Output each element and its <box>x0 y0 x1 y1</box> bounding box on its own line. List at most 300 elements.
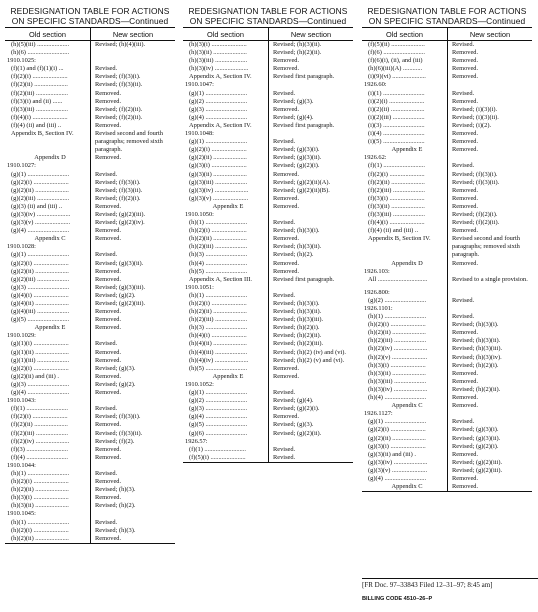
new-section-cell: Removed. <box>95 227 122 235</box>
old-section-cell: (g)(6) .......................... <box>183 430 269 438</box>
old-section-cell: (f)(1) .......................... <box>362 162 448 170</box>
table-row <box>5 397 175 405</box>
old-section-cell: (f)(3)(i) and (ii) ...... <box>5 98 91 106</box>
old-section-cell: (g)(4)(i) ...................... <box>5 292 91 300</box>
table-row <box>362 219 532 227</box>
table-row <box>183 324 353 332</box>
new-section-cell: Revised; (f)(3)(ii). <box>95 429 143 437</box>
old-section-cell: (g)(1) .......................... <box>5 171 91 179</box>
old-section-cell: (h)(2)(iv) ..................... <box>362 345 448 353</box>
old-section-cell: 1910.1048: <box>183 130 269 138</box>
old-section-cell: (h)(3)(i) ...................... <box>183 41 269 50</box>
old-section-cell: (g)(3)(iv) ..................... <box>5 211 91 219</box>
new-section-cell: Removed. <box>95 121 122 129</box>
new-section-cell: Removed. <box>273 364 300 372</box>
table-row <box>183 260 353 268</box>
table-row <box>362 195 532 203</box>
table-row <box>5 470 175 478</box>
table-row <box>362 235 532 259</box>
table-row <box>183 227 353 235</box>
new-section-cell: Removed. <box>452 130 479 138</box>
table-row <box>5 510 175 518</box>
old-section-cell: (f)(4) .......................... <box>5 454 91 462</box>
table-row <box>5 316 175 324</box>
table-row <box>5 203 175 211</box>
new-section-cell: Revised; (g)(3). <box>95 364 136 372</box>
table-row <box>362 146 532 154</box>
old-section-cell: 1910.1029: <box>5 332 91 340</box>
old-section-cell: (f)(2)(ii) ..................... <box>5 81 91 89</box>
old-section-cell: (i)(9)(vi) ..................... <box>362 73 448 81</box>
new-section-cell <box>91 243 176 251</box>
old-section-cell: (f)(2)(ii) ..................... <box>362 179 448 187</box>
old-section-cell: (g)(3) (ii) and (iii) .. <box>5 203 91 211</box>
new-section-cell <box>269 381 354 389</box>
old-section-cell: (h)(4) .......................... <box>362 394 448 402</box>
table-row <box>5 81 175 89</box>
table-row <box>362 467 532 475</box>
old-section-cell: (f)(5)(i) ...................... <box>183 454 269 463</box>
old-section-cell: (h)(3) .......................... <box>183 324 269 332</box>
new-section-cell: Revised. <box>452 313 475 321</box>
old-section-cell: (f)(4)(i) ...................... <box>5 114 91 122</box>
old-section-cell: (f)(2)(iii) .................... <box>5 90 91 98</box>
table-row <box>183 405 353 413</box>
new-section-cell: Revised; (g)(4). <box>273 113 314 121</box>
old-section-cell: (h)(4)(i) ...................... <box>183 332 269 340</box>
table-row <box>362 260 532 268</box>
old-section-cell: (g)(3)(i) ...................... <box>183 162 269 170</box>
new-section-cell <box>448 305 533 313</box>
old-section-cell: (f)(2)(i) ...................... <box>362 171 448 179</box>
table-row <box>5 122 175 130</box>
table-header-row <box>5 28 175 41</box>
table-row <box>183 373 353 381</box>
table-row <box>5 430 175 438</box>
old-section-cell: (g)(2) .......................... <box>362 297 448 305</box>
table-row <box>183 187 353 195</box>
old-section-cell: (h)(4) .......................... <box>183 260 269 268</box>
old-section-cell: (g)(1) .......................... <box>5 251 91 259</box>
new-section-cell <box>448 284 533 297</box>
old-section-cell: 1926.1127: <box>362 410 448 418</box>
old-section-cell: (g)(2)(ii) ..................... <box>183 154 269 162</box>
new-section-cell: Revised; (g)(2)(iii). <box>452 458 503 466</box>
old-section-cell: (f)(3)(iii) .................... <box>5 106 91 114</box>
table-row <box>5 332 175 340</box>
table-row <box>5 478 175 486</box>
table-row <box>5 49 175 57</box>
table-row <box>5 324 175 332</box>
redesignation-table <box>183 27 353 463</box>
old-section-cell: (f)(2)(iv) ..................... <box>5 438 91 446</box>
table-row <box>183 203 353 211</box>
table-column-3 <box>362 6 532 492</box>
table-row <box>362 203 532 211</box>
old-section-cell: (h)(3)(i) ...................... <box>5 494 91 502</box>
old-section-cell: (f)(2)(iii) .................... <box>5 430 91 438</box>
table-row <box>5 413 175 421</box>
table-row <box>362 284 532 297</box>
old-section-cell: 1910.1028: <box>5 243 91 251</box>
table-row <box>183 300 353 308</box>
new-section-cell: Removed. <box>452 259 479 267</box>
old-section-cell: (h)(2)(ii) ..................... <box>183 308 269 316</box>
old-section-cell: (h)(4)(iv) ..................... <box>183 357 269 365</box>
old-section-cell: Appendix E <box>183 373 269 381</box>
table-row <box>183 98 353 106</box>
table-header-row <box>362 28 532 41</box>
table-row <box>183 357 353 365</box>
old-section-cell: (h)(3)(ii) ..................... <box>5 502 91 510</box>
table-row <box>362 268 532 276</box>
old-section-cell: (f)(2)(i) ...................... <box>5 73 91 81</box>
old-section-cell: (g)(3)(v) ...................... <box>362 467 448 475</box>
new-section-cell: Revised; (h)(2)(ii). <box>273 49 322 57</box>
old-section-cell: (g)(2)(ii) ..................... <box>5 268 91 276</box>
table-row <box>362 435 532 443</box>
old-section-cell: (g)(4) .......................... <box>5 227 91 235</box>
new-section-cell: Revised; (g)(3)(ii). <box>452 434 501 442</box>
new-section-header: New section <box>269 28 354 41</box>
old-section-cell: Appendix E <box>5 324 91 332</box>
table-row <box>183 308 353 316</box>
table-row <box>5 527 175 535</box>
table-row <box>183 421 353 429</box>
new-section-cell <box>91 462 176 470</box>
old-section-cell: (f)(5)(ii) ..................... <box>362 41 448 50</box>
new-section-cell: Revised; (g)(3). <box>273 97 314 105</box>
table-row <box>183 349 353 357</box>
table-row <box>362 483 532 492</box>
new-section-cell: Removed. <box>273 105 300 113</box>
new-section-cell: Revised. <box>452 296 475 304</box>
table-row <box>362 426 532 434</box>
old-section-cell: (g)(1)(iii) .................... <box>5 357 91 365</box>
table-row <box>362 81 532 89</box>
old-section-cell: (g)(3) .......................... <box>183 405 269 413</box>
table-row <box>183 365 353 373</box>
table-row <box>362 443 532 451</box>
new-section-cell <box>448 268 533 276</box>
old-section-cell: Appendix C <box>362 402 448 410</box>
old-section-cell: (g)(3)(iii) .................... <box>183 179 269 187</box>
old-section-header: Old section <box>5 28 91 41</box>
table-row <box>183 268 353 276</box>
new-section-cell: Revised; (g)(3). <box>273 421 314 429</box>
table-row <box>183 122 353 130</box>
table-row <box>362 276 532 284</box>
new-section-cell: Revised; (h)(3)(iii). <box>273 316 324 324</box>
table-row <box>183 154 353 162</box>
old-section-cell: (h)(1) .......................... <box>362 313 448 321</box>
new-section-cell: Revised; (g)(2). <box>95 291 136 299</box>
new-section-cell: Revised. <box>273 138 296 146</box>
table-row <box>362 410 532 418</box>
old-section-cell: 1910.1027: <box>5 162 91 170</box>
old-section-cell: (h)(2)(v) ...................... <box>362 354 448 362</box>
table-row <box>362 138 532 146</box>
old-section-cell: 1926.800: <box>362 284 448 297</box>
new-section-cell: Revised; (h)(2)(i). <box>452 361 499 369</box>
old-section-cell: (g)(1)(ii) ..................... <box>5 349 91 357</box>
table-row <box>5 114 175 122</box>
new-section-cell: Revised; (h)(2). <box>273 251 314 259</box>
table-row <box>362 65 532 73</box>
new-section-cell: Revised; (i)(3)(ii). <box>452 113 499 121</box>
document-footer <box>362 578 538 604</box>
new-section-cell <box>269 211 354 219</box>
table-row <box>183 340 353 348</box>
new-section-cell: Removed. <box>452 329 479 337</box>
old-section-cell: (g)(3) .......................... <box>5 284 91 292</box>
table-row <box>5 227 175 235</box>
old-section-cell: (h)(3)(ii) ..................... <box>362 370 448 378</box>
old-section-cell: (h)(2)(i) ...................... <box>362 321 448 329</box>
old-section-cell: (g)(3)(ii) ..................... <box>183 171 269 179</box>
new-section-cell <box>91 49 176 57</box>
new-section-cell: Revised; (h)(3)(ii). <box>273 308 322 316</box>
table-row <box>183 219 353 227</box>
new-section-cell: Revised second and fourth paragraphs; removed sixth paragraph. <box>95 130 163 154</box>
table-row <box>5 292 175 300</box>
new-section-cell <box>269 438 354 446</box>
table-row <box>362 154 532 162</box>
table-row <box>5 389 175 397</box>
table-row <box>362 211 532 219</box>
table-row <box>183 381 353 389</box>
new-section-cell: Removed. <box>452 57 479 65</box>
new-section-cell: Removed. <box>452 394 479 402</box>
table-row <box>5 98 175 106</box>
new-section-cell <box>269 284 354 292</box>
new-section-cell: Removed. <box>273 170 300 178</box>
new-section-cell: Revised; (h)(3)(ii). <box>452 337 501 345</box>
table-row <box>362 345 532 353</box>
old-section-cell: (g)(2)(ii) and (iii) . <box>5 373 91 381</box>
old-section-cell: 1910.1025: <box>5 57 91 65</box>
old-section-cell: 1926.103: <box>362 268 448 276</box>
new-section-cell: Revised; (h)(2)(i). <box>273 324 320 332</box>
new-section-cell: Removed. <box>95 421 122 429</box>
table-row <box>5 235 175 243</box>
new-section-cell: Revised; (h)(3)(iii). <box>452 345 503 353</box>
new-section-cell: Revised; (f)(3)(i). <box>95 413 141 421</box>
new-section-cell: Revised. <box>273 389 296 397</box>
new-section-cell: Revised; (f)(2)(ii). <box>95 105 143 113</box>
new-section-cell: Revised; (g)(2)(iv). <box>95 219 145 227</box>
table-row <box>183 292 353 300</box>
table-row <box>5 251 175 259</box>
old-section-cell: (g)(2)(iii) .................... <box>5 276 91 284</box>
new-section-cell: Removed. <box>452 369 479 377</box>
old-section-cell: (i)(2)(i) ...................... <box>362 98 448 106</box>
old-section-cell: (h)(3)(iv) ..................... <box>362 386 448 394</box>
new-section-cell: Revised; (h)(2). <box>95 502 136 510</box>
new-section-cell: Removed. <box>95 494 122 502</box>
old-section-cell: (h)(2)(ii) ..................... <box>183 235 269 243</box>
new-section-cell: Revised; (g)(4). <box>273 397 314 405</box>
new-section-cell: Removed. <box>452 483 479 491</box>
table-row <box>5 365 175 373</box>
new-section-cell: Revised; (f)(3)(i). <box>95 178 141 186</box>
table-row <box>183 235 353 243</box>
new-section-cell: Revised; (h)(3)(ii). <box>273 41 322 48</box>
old-section-cell: 1926.60: <box>362 81 448 89</box>
new-section-cell <box>91 397 176 405</box>
new-section-header: New section <box>91 28 176 41</box>
old-section-cell: 1910.1043: <box>5 397 91 405</box>
new-section-cell: Revised; (h)(3). <box>95 486 136 494</box>
new-section-cell: Removed. <box>452 227 479 235</box>
table-row <box>5 421 175 429</box>
old-section-cell: (g)(1) .......................... <box>183 389 269 397</box>
old-section-cell: (g)(2)(i) ...................... <box>5 179 91 187</box>
table-row <box>362 179 532 187</box>
old-section-cell: All ............................... <box>362 276 448 284</box>
new-section-cell: Revised. <box>95 170 118 178</box>
new-section-cell: Removed. <box>95 389 122 397</box>
new-section-cell: Revised; (f)(3)(ii). <box>95 186 143 194</box>
new-section-cell: Revised; (g)(2)(i). <box>452 442 499 450</box>
new-section-cell: Revised; (h)(4)(iii). <box>95 41 146 48</box>
new-section-cell: Removed. <box>452 73 479 81</box>
table-row <box>362 402 532 410</box>
old-section-cell: (h)(2)(iii) .................... <box>183 243 269 251</box>
table-row <box>5 73 175 81</box>
table-title: REDESIGNATION TABLE FOR ACTIONS ON SPECIFIC STANDARDS—Continued <box>367 6 527 26</box>
new-section-cell <box>91 162 176 170</box>
old-section-cell: (g)(4) .......................... <box>362 475 448 483</box>
table-row <box>183 276 353 284</box>
table-row <box>5 187 175 195</box>
table-row <box>362 313 532 321</box>
new-section-cell: Revised first paragraph. <box>273 73 335 81</box>
old-section-cell: (f)(4) (ii) and (iii) .. <box>362 227 448 235</box>
billing-code: BILLING CODE 4510–26–P <box>362 596 433 602</box>
new-section-cell: Removed. <box>95 202 122 210</box>
table-row <box>183 41 353 50</box>
table-row <box>183 316 353 324</box>
new-section-cell <box>269 130 354 138</box>
table-row <box>5 438 175 446</box>
table-row <box>362 329 532 337</box>
new-section-cell: Revised. <box>95 340 118 348</box>
new-section-cell: Removed. <box>452 450 479 458</box>
old-section-cell: (g)(3)(i) ...................... <box>362 443 448 451</box>
old-section-cell: (g)(3)(iv) ..................... <box>183 187 269 195</box>
old-section-cell: Appendix A, Section IV. <box>183 73 269 81</box>
table-row <box>362 305 532 313</box>
new-section-cell: Revised. <box>273 291 296 299</box>
table-row <box>183 251 353 259</box>
table-row <box>183 195 353 203</box>
new-section-cell: Removed. <box>452 65 479 73</box>
old-section-cell: (i)(3) .......................... <box>362 122 448 130</box>
table-row <box>5 373 175 381</box>
table-row <box>5 535 175 544</box>
new-section-cell <box>448 410 533 418</box>
new-section-cell: Removed. <box>95 275 122 283</box>
new-section-cell: Removed. <box>95 372 122 380</box>
new-section-header: New section <box>448 28 533 41</box>
old-section-cell: Appendix A, Section IV. <box>183 122 269 130</box>
old-section-header: Old section <box>362 28 448 41</box>
table-title: REDESIGNATION TABLE FOR ACTIONS ON SPECIFIC STANDARDS—Continued <box>188 6 348 26</box>
table-row <box>362 122 532 130</box>
table-row <box>362 227 532 235</box>
old-section-cell: (f)(6) .......................... <box>362 49 448 57</box>
table-row <box>5 171 175 179</box>
table-row <box>183 438 353 446</box>
table-row <box>362 459 532 467</box>
new-section-cell: Revised; (f)(3)(i). <box>452 170 498 178</box>
table-row <box>5 284 175 292</box>
new-section-cell: Removed. <box>95 445 122 453</box>
table-row <box>183 114 353 122</box>
table-row <box>362 49 532 57</box>
old-section-cell: (i)(5) .......................... <box>362 138 448 146</box>
new-section-cell: Revised; (g)(2)(ii)(A). <box>273 178 331 186</box>
new-section-cell: Removed. <box>452 402 479 410</box>
new-section-cell: Revised. <box>452 41 475 48</box>
table-row <box>183 171 353 179</box>
new-section-cell: Removed. <box>95 235 122 243</box>
new-section-cell: Removed. <box>452 377 479 385</box>
new-section-cell: Revised. <box>95 65 118 73</box>
new-section-cell: Revised second and fourth paragraphs; removed sixth paragraph. <box>452 235 520 259</box>
old-section-cell: (i)(4) .......................... <box>362 130 448 138</box>
new-section-cell: Revised. <box>95 405 118 413</box>
old-section-cell: (f)(3)(iii) .................... <box>362 211 448 219</box>
old-section-cell: 1910.1050: <box>183 211 269 219</box>
table-row <box>362 171 532 179</box>
table-row <box>5 462 175 470</box>
new-section-cell: Revised first paragraph. <box>273 121 335 129</box>
old-section-cell: Appendix B, Section IV. <box>5 130 91 154</box>
old-section-cell: (g)(2)(iii) .................... <box>5 195 91 203</box>
old-section-cell: Appendix E <box>183 203 269 211</box>
new-section-cell: Revised; (g)(2)(i). <box>273 405 320 413</box>
new-section-cell: Revised. <box>452 162 475 170</box>
new-section-cell: Revised; (h)(3)(i). <box>273 227 320 235</box>
new-section-cell <box>448 81 533 89</box>
old-section-cell: (g)(3)(v) ...................... <box>183 195 269 203</box>
old-section-cell: (h)(2)(iii) .................... <box>183 316 269 324</box>
table-row <box>362 354 532 362</box>
old-section-cell: 1910.1047: <box>183 81 269 89</box>
new-section-cell: Revised; (g)(2)(iii). <box>95 210 146 218</box>
new-section-cell: Removed. <box>273 65 300 73</box>
new-section-cell: Revised. <box>452 89 475 97</box>
table-row <box>5 502 175 510</box>
table-row <box>362 57 532 65</box>
old-section-cell: (g)(4)(iii) .................... <box>5 308 91 316</box>
table-column-1 <box>5 6 175 544</box>
old-section-cell: (f)(3)(ii) ..................... <box>362 203 448 211</box>
new-section-cell: Revised; (g)(3)(ii). <box>95 259 144 267</box>
old-section-cell: (g)(1) .......................... <box>183 90 269 98</box>
new-section-cell: Revised; (g)(3)(i). <box>273 146 320 154</box>
table-row <box>183 389 353 397</box>
old-section-cell: (h)(1) .......................... <box>183 219 269 227</box>
old-section-header: Old section <box>183 28 269 41</box>
old-section-cell: (h)(5) .......................... <box>183 365 269 373</box>
table-row <box>183 454 353 463</box>
table-row <box>362 162 532 170</box>
table-row <box>5 179 175 187</box>
new-section-cell: Removed. <box>95 348 122 356</box>
